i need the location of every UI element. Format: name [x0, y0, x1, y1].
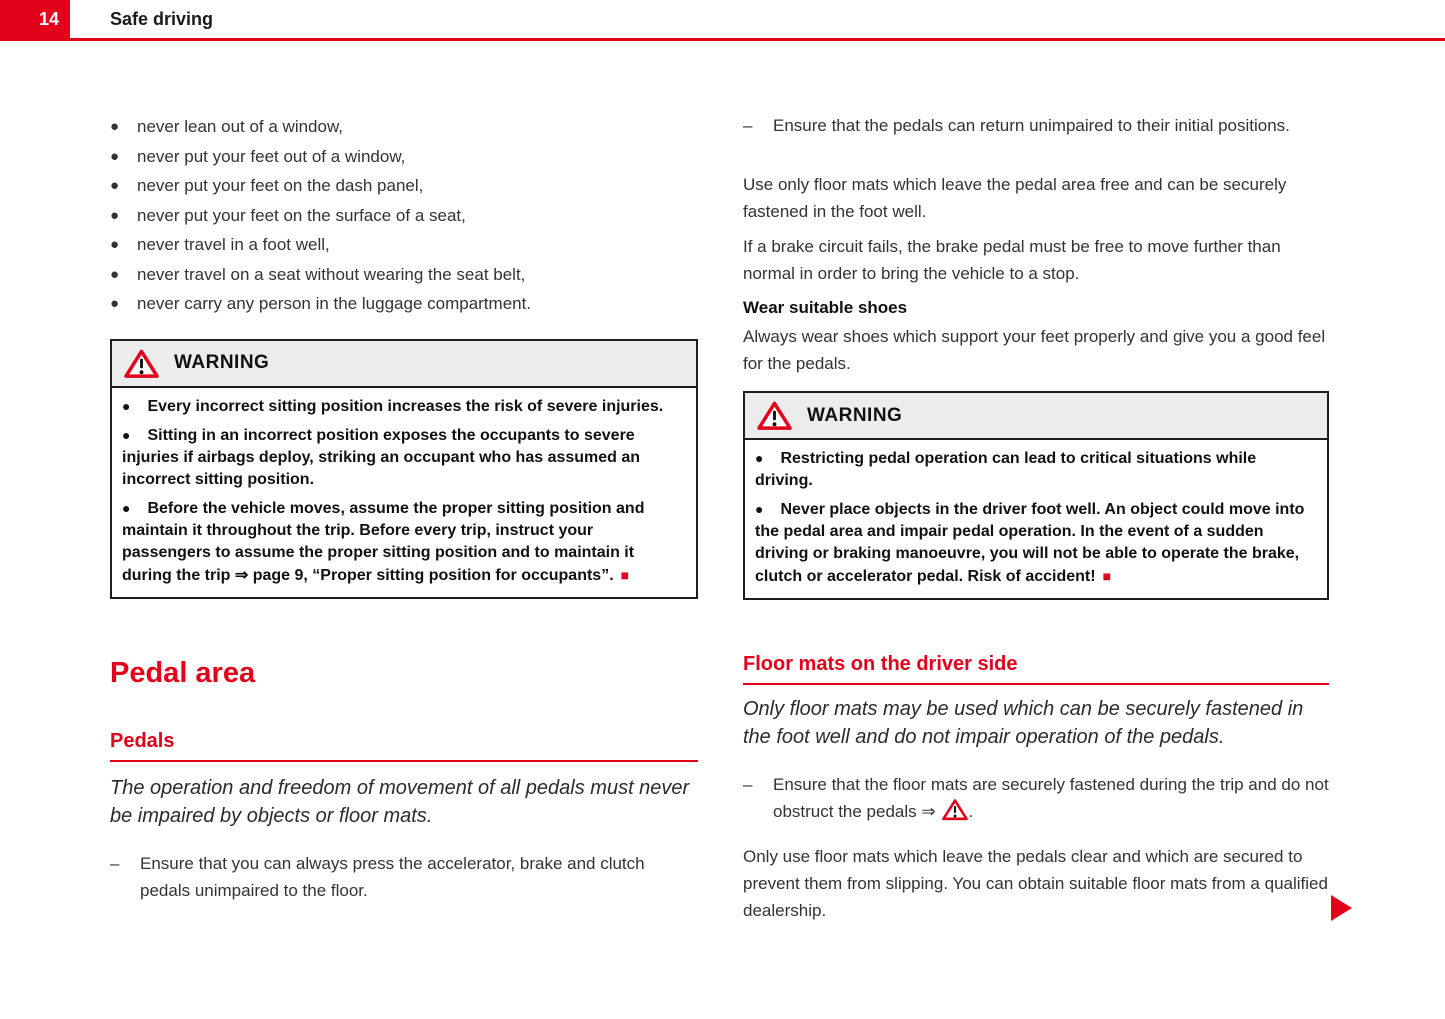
end-of-section-icon: ■	[620, 566, 630, 583]
warning-box-pedal-operation	[743, 391, 1329, 600]
chapter-title: Safe driving	[110, 9, 214, 29]
dash-icon: –	[110, 853, 120, 873]
subsection-title-pedals: Pedals	[110, 729, 698, 762]
bullet-icon: ●	[122, 499, 131, 516]
list-item	[110, 112, 698, 142]
list-item	[110, 171, 698, 201]
list-item-text: never travel in a foot well,	[137, 235, 330, 254]
list-item	[110, 260, 698, 290]
dash-icon: –	[743, 775, 753, 794]
warning-triangle-icon	[757, 400, 792, 431]
warning-box-sitting-position	[110, 339, 698, 599]
warning-item	[122, 424, 686, 491]
warning-item	[755, 498, 1317, 588]
bullet-icon: ●	[110, 206, 120, 224]
warning-item	[122, 497, 686, 587]
page-number: 14	[38, 8, 59, 29]
warning-item	[755, 447, 1317, 492]
warning-header	[112, 341, 696, 388]
left-column	[110, 112, 698, 904]
bullet-icon: ●	[110, 295, 120, 312]
bullet-icon: ●	[110, 265, 120, 283]
warning-title: WARNING	[174, 352, 270, 373]
header-rule	[0, 38, 1445, 41]
list-item-text: never put your feet on the dash panel,	[137, 176, 424, 195]
warning-text: Sitting in an incorrect position exposes the occupants to severe injuries if airbags deploy, striking an occupant who has assumed an incorrect sitting position.	[122, 426, 641, 488]
warning-body	[112, 388, 696, 597]
paragraph: Only use floor mats which leave the pedals clear and which are secured to prevent them from slipping. You can obtain suitable floor mats from a qualified dealership.	[743, 847, 1328, 920]
warning-text: Never place objects in the driver foot well. An object could move into the pedal area and impair pedal operation. In the event of a sudden driving or braking manoeuvre, you will not be able to operate the brake, clutch or accelerator pedal. Risk of accident!	[755, 501, 1305, 585]
bullet-icon: ●	[755, 501, 764, 517]
instruction-step	[743, 112, 1329, 139]
list-item-text: never travel on a seat without wearing the seat belt,	[137, 264, 526, 284]
dash-icon: –	[743, 116, 753, 135]
bullet-icon: ●	[755, 450, 764, 466]
instruction-text: Ensure that you can always press the accelerator, brake and clutch pedals unimpaired to the floor.	[140, 853, 645, 900]
end-of-section-icon: ■	[1102, 568, 1112, 584]
page-number-box	[0, 0, 70, 38]
bullet-icon: ●	[110, 236, 120, 253]
warning-text: Every incorrect sitting position increases the risk of severe injuries.	[147, 397, 664, 415]
lead-paragraph: Only floor mats may be used which can be securely fastened in the foot well and do not impair operation of the pedals.	[743, 698, 1304, 748]
bullet-icon: ●	[110, 147, 120, 165]
list-item	[110, 289, 698, 319]
warning-header	[745, 393, 1327, 440]
instruction-step	[110, 850, 698, 904]
lead-paragraph: The operation and freedom of movement of all pedals must never be impaired by objects or floor mats.	[110, 776, 690, 827]
warning-triangle-icon	[124, 348, 159, 379]
instruction-text-after-icon: .	[968, 802, 974, 821]
bullet-icon: ●	[110, 177, 120, 194]
list-item-text: never carry any person in the luggage compartment.	[137, 294, 532, 313]
paragraph: If a brake circuit fails, the brake pedal must be free to move further than normal in order to bring the vehicle to a stop.	[743, 237, 1281, 283]
list-item-text: never lean out of a window,	[137, 117, 344, 136]
warning-text: Restricting pedal operation can lead to critical situations while driving.	[755, 450, 1257, 489]
paragraph: Use only floor mats which leave the pedal area free and can be securely fastened in the foot well.	[743, 175, 1287, 221]
paragraph: Always wear shoes which support your feet properly and give you a good feel for the pedals.	[743, 327, 1326, 373]
warning-item	[122, 395, 686, 418]
right-column	[743, 112, 1329, 924]
bullet-icon: ●	[122, 397, 131, 414]
heading-wear-suitable-shoes: Wear suitable shoes	[743, 298, 908, 317]
subsection-title-floor-mats: Floor mats on the driver side	[743, 652, 1329, 685]
instruction-step	[743, 771, 1329, 825]
warning-body	[745, 440, 1327, 598]
section-title-pedal-area: Pedal area	[110, 656, 256, 689]
warning-title: WARNING	[807, 404, 903, 426]
page-continuation-arrow-icon	[1331, 895, 1352, 921]
safety-bullet-list	[110, 112, 698, 319]
warning-triangle-icon	[942, 798, 968, 821]
instruction-text: Ensure that the pedals can return unimpaired to their initial positions.	[773, 116, 1290, 135]
list-item-text: never put your feet on the surface of a seat,	[137, 205, 466, 225]
list-item	[110, 201, 698, 231]
list-item	[110, 230, 698, 260]
bullet-icon: ●	[122, 426, 131, 443]
bullet-icon: ●	[110, 118, 120, 135]
list-item-text: never put your feet out of a window,	[137, 146, 406, 166]
list-item	[110, 142, 698, 172]
instruction-text	[773, 771, 1329, 825]
warning-text: Before the vehicle moves, assume the proper sitting position and maintain it throughout the trip. Before every trip, instruct your passengers to assume the proper sitting position and to maintain it during the trip ⇒ page 9, “Proper sitting position for occupants”.	[122, 499, 645, 584]
instruction-text-before-icon: Ensure that the floor mats are securely fastened during the trip and do not obstruct the pedals ⇒	[773, 775, 1329, 821]
